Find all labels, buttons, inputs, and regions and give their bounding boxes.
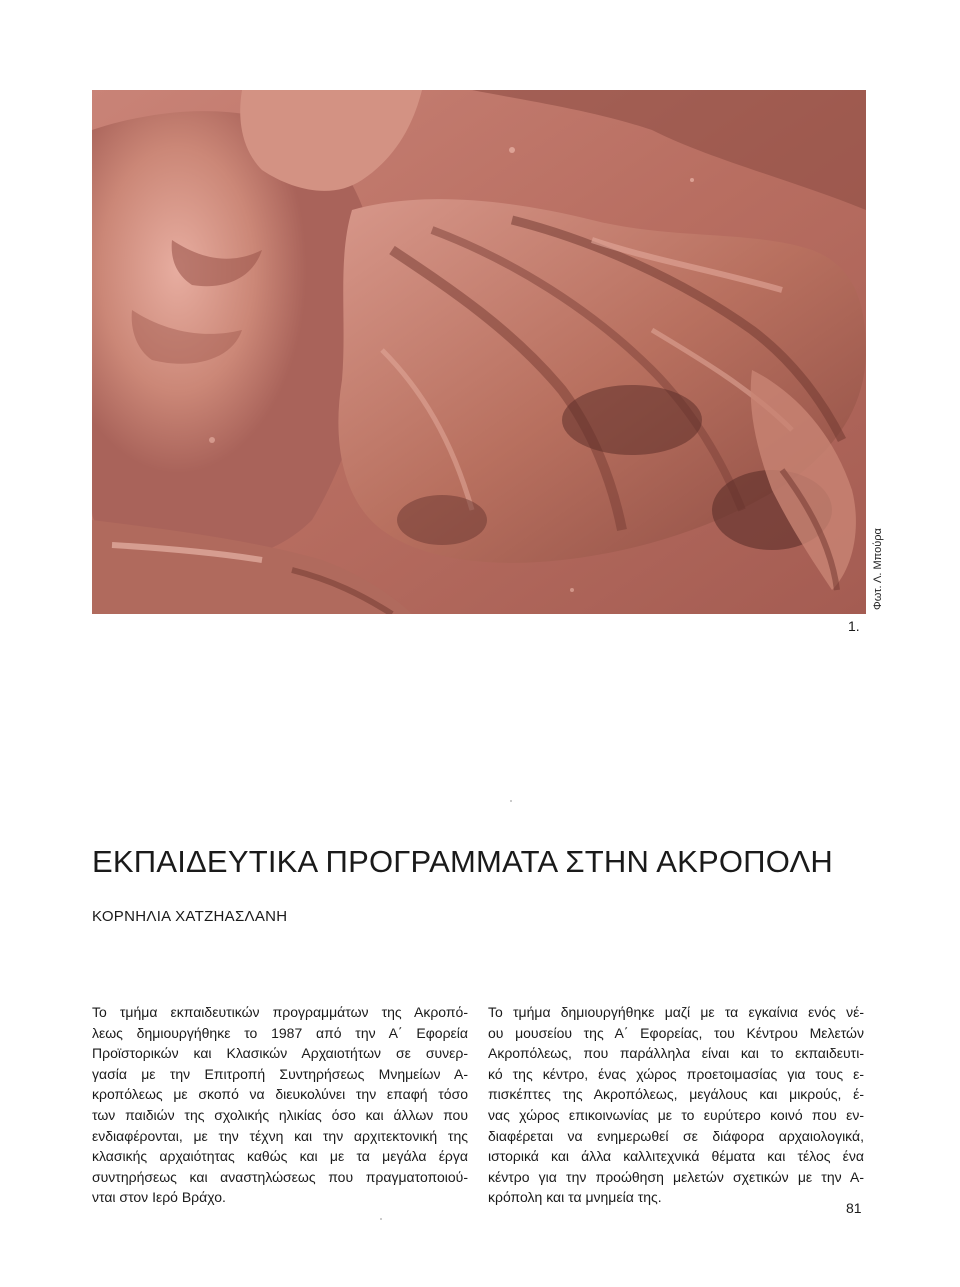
text-line: Προϊστορικών και Κλασικών Αρχαιοτήτων σε συνερ- xyxy=(92,1045,468,1062)
right-column-text xyxy=(488,1002,864,1208)
text-line: κλασικής αρχαιότητας καθώς και με τα μεγάλα έργα xyxy=(92,1148,468,1165)
article-author: ΚΟΡΝΗΛΙΑ ΧΑΤΖΗΑΣΛΑΝΗ xyxy=(92,908,288,925)
relief-sculpture-photo xyxy=(92,90,866,614)
text-line: Ακροπόλεως, που παράλληλα είναι και το εκπαιδευτι- xyxy=(488,1045,864,1062)
text-line: ενδιαφέρονται, με την τέχνη και την αρχιτεκτονική της xyxy=(92,1127,468,1144)
photo-credit: Φωτ. Λ. Μπούρα xyxy=(872,528,884,610)
text-line: Το τμήμα εκπαιδευτικών προγραμμάτων της Ακροπό- xyxy=(92,1004,468,1020)
text-line: πισκέπτες της Ακροπόλεως, μεγάλους και μικρούς, έ- xyxy=(488,1086,864,1103)
text-line: διαφέρεται να ενημερωθεί σε διάφορα αρχαιολογικά, xyxy=(488,1127,864,1144)
text-line: νται στον Ιερό Βράχο. xyxy=(92,1189,226,1206)
text-line: συντηρήσεως και αναστηλώσεως που πραγματοποιού- xyxy=(92,1168,468,1185)
text-line: ου μουσείου της Α΄ Εφορείας, του Κέντρου Μελετών xyxy=(488,1024,864,1041)
text-line: κό της κέντρο, ένας χώρος προετοιμασίας για τους ε- xyxy=(488,1065,864,1082)
text-line: κρόπολη και τα μνημεία της. xyxy=(488,1189,662,1206)
page-number: 81 xyxy=(846,1200,862,1216)
text-line: γασία με την Επιτροπή Συντηρήσεως Μνημείων Α- xyxy=(92,1065,468,1082)
figure-number: 1. xyxy=(848,618,860,634)
text-line: των παιδιών της σχολικής ηλικίας όσο και άλλων που xyxy=(92,1106,468,1123)
text-line: νας χώρος επικοινωνίας με το ευρύτερο κοινό που εν- xyxy=(488,1106,864,1123)
text-line: ιστορικά και άλλα καλλιτεχνικά θέματα και τέλος ένα xyxy=(488,1148,864,1165)
text-line: λεως δημιουργήθηκε το 1987 από την Α΄ Εφορεία xyxy=(92,1024,468,1041)
text-line: κροπόλεως με σκοπό να διευκολύνει την επαφή τόσο xyxy=(92,1086,468,1103)
paper-speck xyxy=(510,800,512,802)
text-line: κέντρο για την προώθηση μελετών σχετικών με την Α- xyxy=(488,1168,864,1185)
article-title: ΕΚΠΑΙΔΕΥΤΙΚΑ ΠΡΟΓΡΑΜΜΑΤΑ ΣΤΗΝ ΑΚΡΟΠΟΛΗ xyxy=(92,844,833,879)
paper-speck xyxy=(380,1218,382,1220)
text-line: Το τμήμα δημιουργήθηκε μαζί με τα εγκαίνια ενός νέ- xyxy=(488,1004,864,1020)
left-column-text xyxy=(92,1002,468,1208)
relief-sculpture-image xyxy=(92,90,866,614)
